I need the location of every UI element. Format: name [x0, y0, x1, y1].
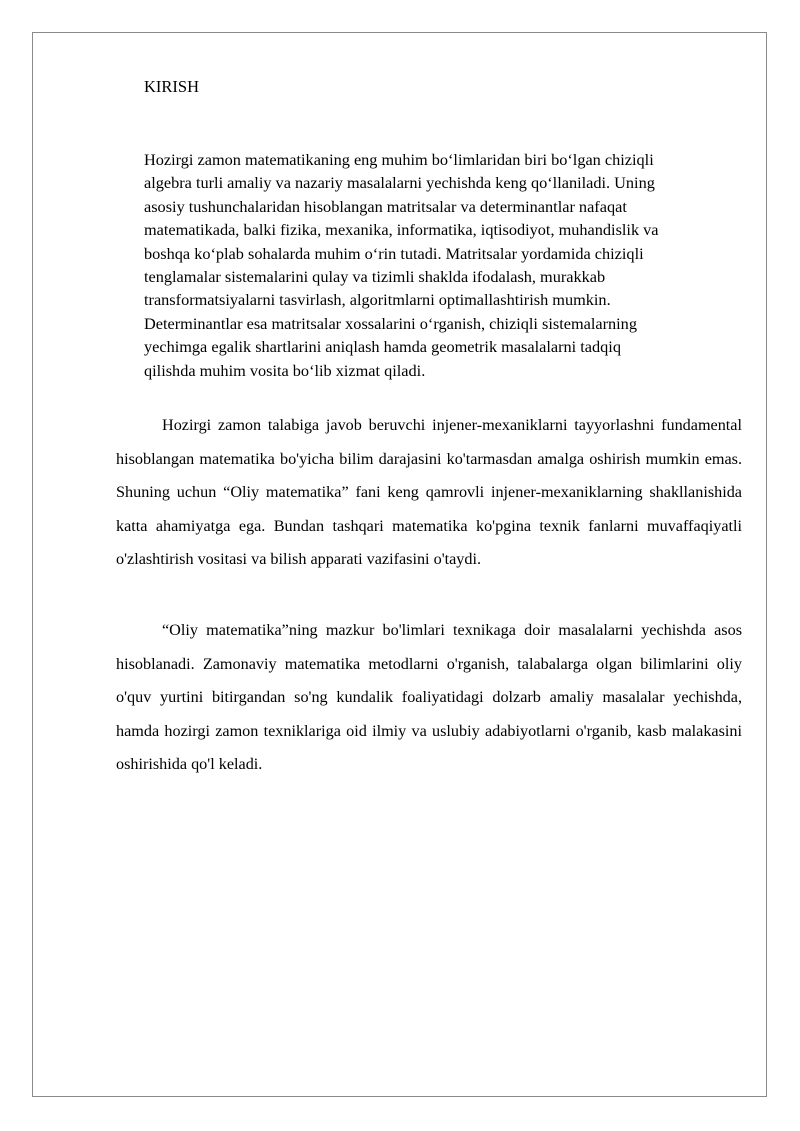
section-heading: KIRISH — [144, 77, 200, 96]
intro-line: qilishda muhim vosita bo‘lib xizmat qiladi. — [144, 360, 426, 380]
intro-line: transformatsiyalarni tasvirlash, algoritmlarni optimallashtirish mumkin. — [144, 290, 611, 310]
intro-line: matematikada, balki fizika, mexanika, informatika, iqtisodiyot, muhandislik va — [144, 220, 659, 240]
intro-line: tenglamalar sistemalarini qulay va tizimli shaklda ifodalash, murakkab — [144, 267, 606, 287]
intro-line: algebra turli amaliy va nazariy masalalarni yechishda keng qo‘llaniladi. Uning — [144, 173, 655, 193]
body-paragraph-1: Hozirgi zamon talabiga javob beruvchi injener-mexaniklarni tayyorlashni fundamental hisoblangan matematika bo'yicha bilim darajasini ko'tarmasdan amalga oshirish mumkin emas. Shuning uchun “Oliy matematika” fani keng qamrovli injener-mexaniklarning shakllanishida katta ahamiyatga ega. Bundan tashqari matematika ko'pgina texnik fanlarni muvaffaqiyatli o'zlashtirish vositasi va bilish apparati vazifasini o'taydi. — [116, 416, 742, 569]
intro-line: yechimga egalik shartlarini aniqlash hamda geometrik masalalarni tadqiq — [144, 337, 621, 357]
body-paragraph-2: “Oliy matematika”ning mazkur bo'limlari texnikaga doir masalalarni yechishda asos hisoblanadi. Zamonaviy matematika metodlarni o'rganish, talabalarga olgan bilimlarini oliy o'quv yurtini bitirgandan so'ng kundalik foaliyatidagi dolzarb amaliy masalalar yechishda, hamda hozirgi zamon texniklariga oid ilmiy va uslubiy adabiyotlarni o'rganib, kasb malakasini oshirishida qo'l keladi. — [116, 621, 742, 774]
intro-paragraph — [144, 148, 744, 382]
intro-line: boshqa ko‘plab sohalarda muhim o‘rin tutadi. Matritsalar yordamida chiziqli — [144, 243, 644, 263]
intro-line: Determinantlar esa matritsalar xossalarini o‘rganish, chiziqli sistemalarning — [144, 313, 637, 333]
intro-line: Hozirgi zamon matematikaning eng muhim bo‘limlaridan biri bo‘lgan chiziqli — [144, 150, 654, 169]
intro-line: asosiy tushunchalaridan hisoblangan matritsalar va determinantlar nafaqat — [144, 196, 627, 216]
